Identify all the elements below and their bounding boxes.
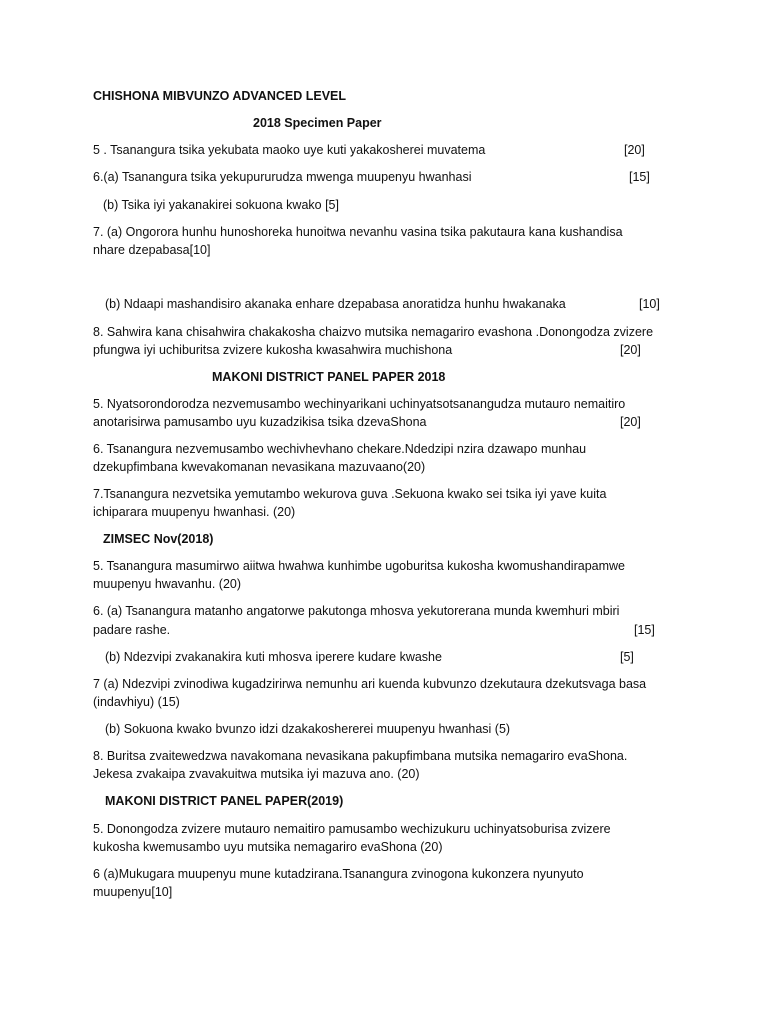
zimsec-q6b: (b) Ndezvipi zvakanakira kuti mhosva iperere kudare kwashe xyxy=(105,650,442,664)
makoni-2018-q7-line1: 7.Tsanangura nezvetsika yemutambo wekurova guva .Sekuona kwako sei tsika iyi yave kuita xyxy=(93,487,607,501)
makoni-2018-q6-line2: dzekupfimbana kwevakomanan nevasikana mazuvaano(20) xyxy=(93,460,426,474)
zimsec-q8-line1: 8. Buritsa zvaitewedzwa navakomana nevasikana pakupfimbana mutsika nemagariro evaShona. xyxy=(93,749,628,763)
zimsec-q7a-line1: 7 (a) Ndezvipi zvinodiwa kugadzirirwa nemunhu ari kuenda kubvunzo dzekutaura dzekutsvaga basa xyxy=(93,677,647,691)
zimsec-q5-line2: muupenyu hwavanhu. (20) xyxy=(93,577,242,591)
zimsec-q6a-line1: 6. (a) Tsanangura matanho angatorwe pakutonga mhosva yekutorerana munda kwemhuri mbiri xyxy=(93,604,620,618)
specimen-q7b-mark: [10] xyxy=(639,297,660,311)
makoni-2019-q5-line2: kukosha kwemusambo uyu mutsika nemagariro evaShona (20) xyxy=(93,840,443,854)
specimen-q7a-line1: 7. (a) Ongorora hunhu hunoshoreka hunoitwa nevanhu vasina tsika pakutaura kana kushandisa xyxy=(93,225,623,239)
zimsec-q7b: (b) Sokuona kwako bvunzo idzi dzakakosherere​i muupenyu hwanhasi (5) xyxy=(105,722,511,736)
specimen-q6a-mark: [15] xyxy=(629,170,650,184)
zimsec-q6a-mark: [15] xyxy=(634,623,655,637)
makoni-2018-q5-mark: [20] xyxy=(620,415,641,429)
specimen-q5-mark: [20] xyxy=(624,143,645,157)
specimen-q5: 5 . Tsanangura tsika yekubata maoko uye kuti yakakosherei muvatema xyxy=(93,143,486,157)
specimen-q8-line1: 8. Sahwira kana chisahwira chakakosha chaizvo mutsika nemagariro evashona .Donongodza zvizere xyxy=(93,325,654,339)
makoni-2018-heading: MAKONI DISTRICT PANEL PAPER 2018 xyxy=(212,370,446,384)
zimsec-heading: ZIMSEC Nov(2018) xyxy=(103,532,214,546)
makoni-2019-heading: MAKONI DISTRICT PANEL PAPER(2019) xyxy=(105,794,344,808)
specimen-q8-line2: pfungwa iyi uchiburitsa zvizere kukosha kwasahwira muchishona xyxy=(93,343,453,357)
specimen-q6a: 6.(a) Tsanangura tsika yekupururudza mwenga muupenyu hwanhasi xyxy=(93,170,472,184)
zimsec-q8-line2: Jekesa zvakaipa zvavakuitwa mutsika iyi mazuva ano. (20) xyxy=(93,767,420,781)
makoni-2018-q7-line2: ichiparara muupenyu hwanhasi. (20) xyxy=(93,505,296,519)
specimen-q8-mark: [20] xyxy=(620,343,641,357)
specimen-q6b: (b) Tsika iyi yakanakirei sokuona kwako [5] xyxy=(103,198,339,212)
specimen-q7a-line2: nhare dzepabasa[10] xyxy=(93,243,211,257)
makoni-2019-q5-line1: 5. Donongodza zvizere mutauro nemaitiro pamusambo wechizukuru uchinyatsoburisa zvizere xyxy=(93,822,611,836)
zimsec-q7a-line2: (indavhiyu) (15) xyxy=(93,695,180,709)
makoni-2019-q6a-line1: 6 (a)Mukugara muupenyu mune kutadzirana.Tsanangura zvinogona kukonzera nyunyuto xyxy=(93,867,584,881)
makoni-2018-q5-line2: anotarisirwa pamusambo uyu kuzadzikisa tsika dzevaShona xyxy=(93,415,427,429)
zimsec-q5-line1: 5. Tsanangura masumirwo aiitwa hwahwa kunhimbe ugoburitsa kukosha kwomushandirapamwe xyxy=(93,559,625,573)
document-subtitle: 2018 Specimen Paper xyxy=(253,116,382,130)
specimen-q7b: (b) Ndaapi mashandisiro akanaka enhare dzepabasa anoratidza hunhu hwakanaka xyxy=(105,297,566,311)
document-title: CHISHONA MIBVUNZO ADVANCED LEVEL xyxy=(93,89,347,103)
zimsec-q6b-mark: [5] xyxy=(620,650,634,664)
makoni-2019-q6a-line2: muupenyu[10] xyxy=(93,885,173,899)
makoni-2018-q5-line1: 5. Nyatsorondorodza nezvemusambo wechinyarikani uchinyatsotsanangudza mutauro nemaitiro xyxy=(93,397,626,411)
zimsec-q6a-line2: padare rashe. xyxy=(93,623,171,637)
makoni-2018-q6-line1: 6. Tsanangura nezvemusambo wechivhevhano chekare.Ndedzipi nzira dzawapo munhau xyxy=(93,442,587,456)
